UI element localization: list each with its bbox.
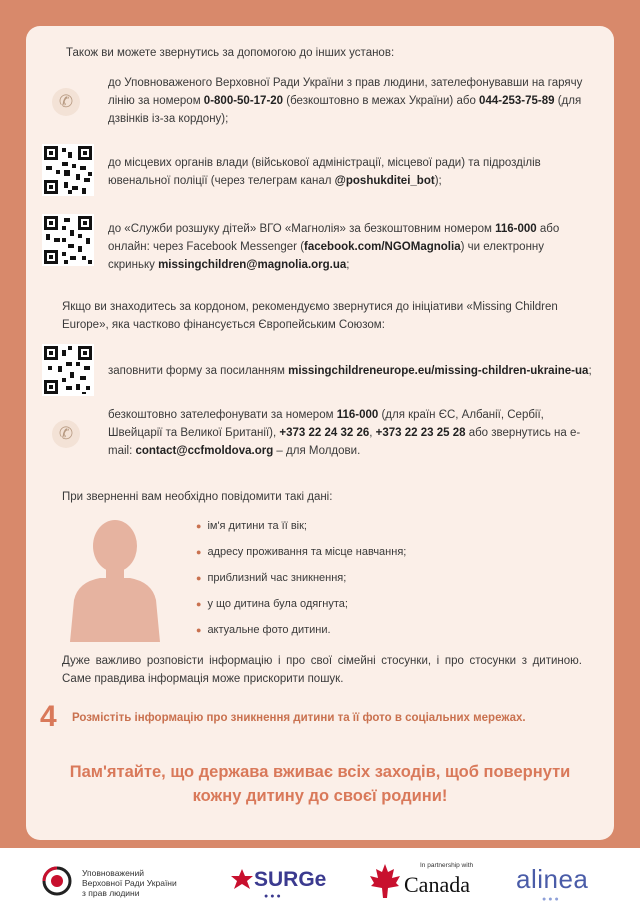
list-item: ● ім'я дитини та її вік; bbox=[196, 520, 307, 532]
remember-callout: Пам'ятайте, що держава вживає всіх заходів, щоб повернути кожну дитину до своєї родини! bbox=[69, 763, 571, 805]
item-local-authorities: до місцевих органів влади (військової адміністрації, місцевої ради) та підрозділів ювенальної поліції (через телеграм канал @poshukditei_bot); bbox=[108, 157, 541, 187]
canada-wordmark: Canada bbox=[404, 872, 470, 897]
ombudsman-logo-text: Уповноважений Верховної Ради України з прав людини bbox=[82, 868, 177, 898]
list-item: ● у що дитина була одягнута; bbox=[196, 598, 348, 610]
step-text: Розмістіть інформацію про зникнення дитини та її фото в соціальних мережах. bbox=[72, 712, 526, 724]
report-intro: При зверненні вам необхідно повідомити такі дані: bbox=[62, 491, 333, 503]
phone-icon: ✆ bbox=[52, 88, 80, 116]
facebook-link[interactable]: facebook.com/NGOMagnolia bbox=[304, 241, 461, 253]
form-link[interactable]: missingchildreneurope.eu/missing-children-ukraine-ua bbox=[288, 365, 589, 377]
moldova-number-1[interactable]: +373 22 24 32 26 bbox=[279, 427, 370, 439]
qr-code-icon bbox=[42, 214, 94, 266]
qr-code-icon bbox=[42, 144, 94, 196]
abroad-number[interactable]: 044-253-75-89 bbox=[479, 95, 555, 107]
child-silhouette-icon bbox=[60, 512, 170, 642]
partnership-text: In partnership with bbox=[420, 862, 474, 869]
telegram-bot[interactable]: @poshukditei_bot bbox=[334, 175, 435, 187]
item-magnolia: до «Служби розшуку дітей» ВГО «Магнолія» за безкоштовним номером 116-000 або онлайн: через Facebook Messenger (facebook.com/NGOMagnolia) чи електронну скриньку missingchildren@magnolia.org.ua; bbox=[108, 223, 560, 271]
intro-text: Також ви можете звернутись за допомогою до інших установ: bbox=[66, 47, 395, 59]
hotline-number[interactable]: 0-800-50-17-20 bbox=[203, 95, 284, 107]
alinea-dots: ●●● bbox=[542, 896, 561, 903]
important-text: Дуже важливо розповісти інформацію і про свої сімейні стосунки, і про стосунки з дитиною. Саме правдива інформація може прискорити пошук. bbox=[62, 655, 582, 685]
qr-code-icon bbox=[42, 344, 94, 396]
phone-icon: ✆ bbox=[52, 420, 80, 448]
moldova-number-2[interactable]: +373 22 23 25 28 bbox=[375, 427, 466, 439]
ombudsman-logo-icon bbox=[42, 866, 72, 896]
abroad-text: Якщо ви знаходитесь за кордоном, рекомендуємо звернутися до ініціативи «Missing Children Europe», яка частково фінансується Європейським Союзом: bbox=[62, 301, 558, 331]
list-item: ● адресу проживання та місце навчання; bbox=[196, 546, 407, 558]
step-number: 4 bbox=[40, 700, 57, 733]
maple-leaf-icon bbox=[368, 862, 402, 900]
magnolia-email[interactable]: missingchildren@magnolia.org.ua bbox=[158, 259, 347, 271]
moldova-email[interactable]: contact@ccfmoldova.org bbox=[135, 445, 274, 457]
item-form: заповнити форму за посиланням missingchildreneurope.eu/missing-children-ukraine-ua; bbox=[108, 365, 592, 377]
item-moldova: безкоштовно зателефонувати за номером 116-000 (для країн ЄС, Албанії, Сербії, Швейцарії та Великої Британії), +373 22 24 32 26, +373 22 23 25 28 або звернутись на e-mail: contact@ccfmoldova.org – для Молдови. bbox=[108, 409, 581, 457]
surge-logo-icon bbox=[230, 868, 254, 894]
magnolia-number[interactable]: 116-000 bbox=[495, 223, 537, 235]
alinea-logo-text: alinea bbox=[516, 864, 589, 894]
surge-dots: ●●● bbox=[264, 893, 283, 900]
list-item: ● приблизний час зникнення; bbox=[196, 572, 347, 584]
item-ombudsman: до Уповноваженого Верховної Ради України з прав людини, зателефонувавши на гарячу лінію за номером 0-800-50-17-20 (безкоштовно в межах України) або 044-253-75-89 (для дзвінків із-за кордону); bbox=[108, 77, 583, 125]
footer-logos bbox=[0, 848, 640, 914]
surge-logo-text: SURGe bbox=[254, 868, 327, 891]
eu-number[interactable]: 116-000 bbox=[336, 409, 379, 421]
list-item: ● актуальне фото дитини. bbox=[196, 624, 331, 636]
